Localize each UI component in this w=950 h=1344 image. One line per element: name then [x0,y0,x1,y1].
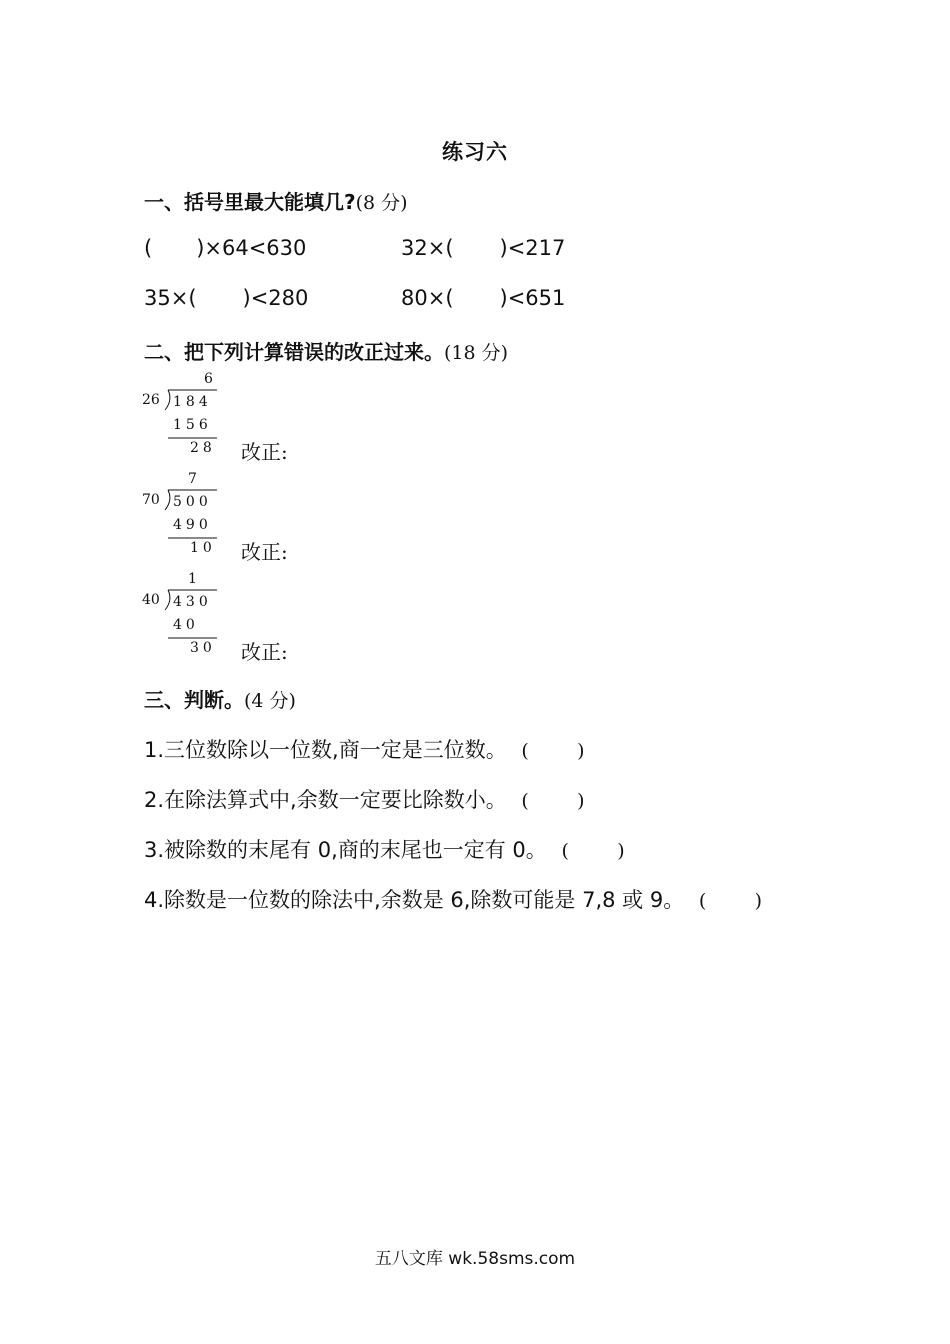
section2-heading-row [144,336,508,365]
quotient-2: 7 [188,471,201,487]
long-division-2 [140,470,230,564]
divisor-1: 26 [142,392,160,408]
fill-item-4-right: )<651 [499,286,566,310]
section3-heading: 三、判断。 [144,688,244,712]
product-2: 490 [173,517,212,533]
product-3: 40 [173,617,199,633]
fill-item-2-left: 32×( [401,236,454,260]
judge-item-1-blank[interactable]: ( ) [521,740,585,762]
section1-score: (8 分) [355,192,408,214]
divisor-3: 40 [142,592,160,608]
fill-item-3-right: )<280 [242,286,309,310]
judge-item-2-text: 2.在除法算式中,余数一定要比除数小。 [144,788,507,812]
judge-item-2-blank[interactable]: ( ) [521,790,585,812]
fill-item-1 [144,236,306,260]
section1-heading: 一、括号里最大能填几? [144,190,356,214]
dividend-2: 500 [173,494,212,510]
fill-item-1-right: )×64<630 [196,236,307,260]
section1-heading-row [144,186,408,215]
fill-item-3 [144,286,308,310]
judge-item-2 [144,784,585,814]
section3-score: (4 分) [244,690,296,712]
judge-item-3 [144,834,625,864]
dividend-1: 184 [173,394,212,410]
footer-watermark: 五八文库 wk.58sms.com [374,1249,576,1269]
long-division-1 [140,370,230,464]
fill-item-3-left: 35×( [144,286,197,310]
quotient-1: 6 [204,371,217,387]
divisor-2: 70 [142,492,160,508]
correction-label-2: 改正: [241,540,288,564]
long-division-3 [140,570,230,664]
page-title: 练习六 [442,140,508,164]
section3-heading-row [144,684,296,713]
correction-label-3: 改正: [241,640,288,664]
section2-score: (18 分) [444,342,509,364]
fill-item-4-left: 80×( [401,286,454,310]
fill-item-2-right: )<217 [499,236,566,260]
fill-item-4 [401,286,565,310]
judge-item-3-blank[interactable]: ( ) [561,840,625,862]
remainder-3: 30 [190,640,216,656]
judge-item-1 [144,734,585,764]
remainder-2: 10 [190,540,216,556]
section2-heading: 二、把下列计算错误的改正过来。 [144,340,444,364]
quotient-3: 1 [188,571,201,587]
remainder-1: 28 [190,440,216,456]
judge-item-4 [144,884,762,914]
dividend-3: 430 [173,594,212,610]
fill-item-1-left: ( [144,236,153,260]
fill-item-2 [401,236,565,260]
product-1: 156 [173,417,212,433]
correction-label-1: 改正: [241,440,288,464]
judge-item-1-text: 1.三位数除以一位数,商一定是三位数。 [144,738,507,762]
judge-item-4-blank[interactable]: ( ) [698,890,763,912]
judge-item-4-text: 4.除数是一位数的除法中,余数是 6,除数可能是 7,8 或 9。 [144,888,685,912]
judge-item-3-text: 3.被除数的末尾有 0,商的末尾也一定有 0。 [144,838,547,862]
